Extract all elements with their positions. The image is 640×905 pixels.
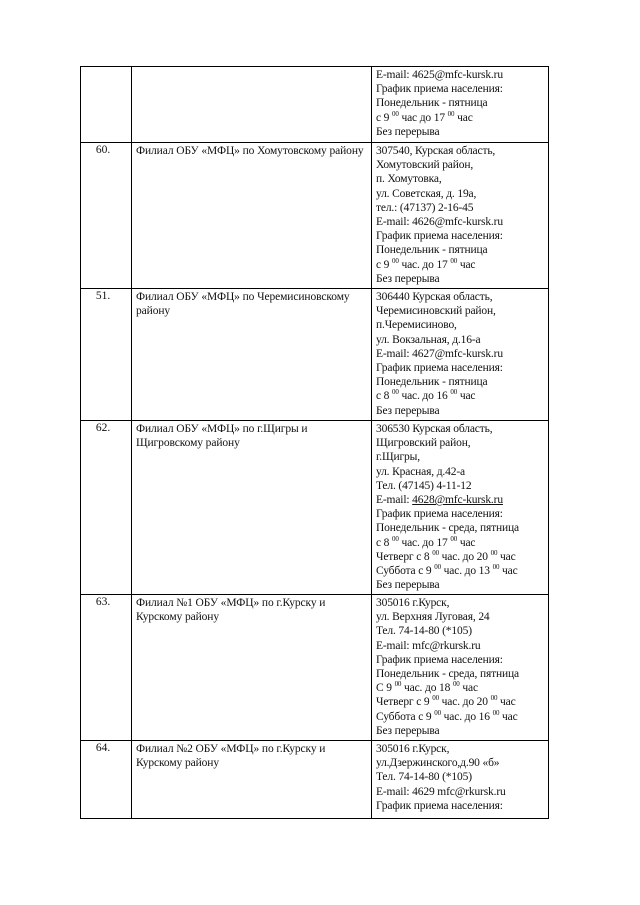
contact-line: Щигровский район,: [376, 437, 471, 450]
contact-line: 306530 Курская область,: [376, 423, 493, 435]
contact-line: с 8 $^{00}$ час. до 17 $^{00}$ час: [376, 535, 476, 549]
contact-line: п. Хомутовка,: [376, 173, 442, 186]
contact-line: Без перерыва: [376, 404, 440, 417]
branch-contacts: [372, 741, 549, 819]
contact-line: E-mail: 4626@mfc-kursk.ru: [376, 216, 503, 229]
contact-line: г.Щигры,: [376, 451, 420, 464]
contact-line: E-mail: 4629 mfc@rkursk.ru: [376, 785, 506, 798]
contact-line: E-mail: 4627@mfc-kursk.ru: [376, 347, 503, 360]
branch-contacts: [372, 67, 549, 143]
contact-line: E-mail: 4625@mfc-kursk.ru: [376, 69, 503, 81]
contact-line: Без перерыва: [376, 125, 440, 138]
contact-line: Понедельник - пятница: [376, 97, 488, 110]
branch-name: Филиал №2 ОБУ «МФЦ» по г.Курску и Курскому району: [132, 741, 372, 819]
table-row: [81, 289, 549, 421]
contact-line: Тел. 74-14-80 (*105): [376, 771, 472, 784]
row-number: 51.: [81, 289, 132, 421]
branches-table: [80, 66, 549, 819]
contact-line: 307540, Курская область,: [376, 145, 496, 157]
row-number: 60.: [81, 143, 132, 289]
branch-contacts: [372, 595, 549, 741]
contact-line: с 8 $^{00}$ час. до 16 $^{00}$ час: [376, 389, 476, 403]
contact-line: Тел. 74-14-80 (*105): [376, 625, 472, 638]
contact-line: Без перерыва: [376, 724, 440, 737]
contact-line: Понедельник - пятница: [376, 376, 488, 389]
contact-line: Суббота с 9 $^{00}$ час. до 13 $^{00}$ час: [376, 564, 518, 578]
contact-line: С 9 $^{00}$ час. до 18 $^{00}$ час: [376, 681, 478, 695]
contact-line: ул. Верхняя Луговая, 24: [376, 611, 490, 624]
row-number: 63.: [81, 595, 132, 741]
contact-line: Четверг с 8 $^{00}$ час. до 20 $^{00}$ час: [376, 549, 516, 563]
contact-line: Хомутовский район,: [376, 159, 474, 172]
branch-contacts: [372, 421, 549, 595]
contact-line: тел.: (47137) 2-16-45: [376, 201, 474, 214]
contact-line: График приема населения:: [376, 508, 503, 521]
contact-line: ул. Советская, д. 19а,: [376, 187, 477, 200]
contact-line: 305016 г.Курск,: [376, 597, 450, 609]
contact-line: Понедельник - среда, пятница: [376, 668, 519, 681]
contact-line: п.Черемисиново,: [376, 319, 457, 332]
contact-line: Тел. (47145) 4-11-12: [376, 479, 472, 492]
contact-line: Суббота с 9 $^{00}$ час. до 16 $^{00}$ час: [376, 709, 518, 723]
contact-line: Четверг с 9 $^{00}$ час. до 20 $^{00}$ час: [376, 695, 516, 709]
branch-contacts: [372, 143, 549, 289]
branch-name: Филиал ОБУ «МФЦ» по Хомутовскому району: [132, 143, 372, 289]
contact-line: Без перерыва: [376, 272, 440, 285]
branch-name: Филиал ОБУ «МФЦ» по Черемисиновскому району: [132, 289, 372, 421]
row-number: [81, 67, 132, 143]
contact-line: График приема населения:: [376, 230, 503, 243]
branch-name: [132, 67, 372, 143]
row-number: 62.: [81, 421, 132, 595]
table-row: [81, 741, 549, 819]
contact-line: с 9 $^{00}$ час до 17 $^{00}$ час: [376, 110, 473, 124]
contact-line: График приема населения:: [376, 362, 503, 375]
branch-name: Филиал ОБУ «МФЦ» по г.Щигры и Щигровскому району: [132, 421, 372, 595]
contact-line: Черемисиновский район,: [376, 305, 496, 318]
contact-line: 306440 Курская область,: [376, 291, 493, 303]
contact-line: Без перерыва: [376, 579, 440, 592]
branch-name: Филиал №1 ОБУ «МФЦ» по г.Курску и Курскому району: [132, 595, 372, 741]
table-row: [81, 143, 549, 289]
table-row: [81, 421, 549, 595]
contact-line: 305016 г.Курск,: [376, 743, 450, 755]
contact-line: с 9 $^{00}$ час. до 17 $^{00}$ час: [376, 257, 476, 271]
contact-line: Понедельник - пятница: [376, 244, 488, 257]
contact-line: E-mail: 4628@mfc-kursk.ru: [376, 494, 503, 507]
contact-line: ул. Вокзальная, д.16-а: [376, 333, 481, 346]
row-number: 64.: [81, 741, 132, 819]
contact-line: E-mail: mfc@rkursk.ru: [376, 639, 481, 652]
contact-line: График приема населения:: [376, 653, 503, 666]
contact-line: ул.Дзержинского,д.90 «б»: [376, 757, 500, 770]
contact-line: График приема населения:: [376, 799, 503, 812]
contact-line: ул. Красная, д.42-а: [376, 465, 465, 478]
table-row: [81, 67, 549, 143]
contact-line: График приема населения:: [376, 83, 503, 96]
branch-contacts: [372, 289, 549, 421]
contact-line: Понедельник - среда, пятница: [376, 522, 519, 535]
table-row: [81, 595, 549, 741]
